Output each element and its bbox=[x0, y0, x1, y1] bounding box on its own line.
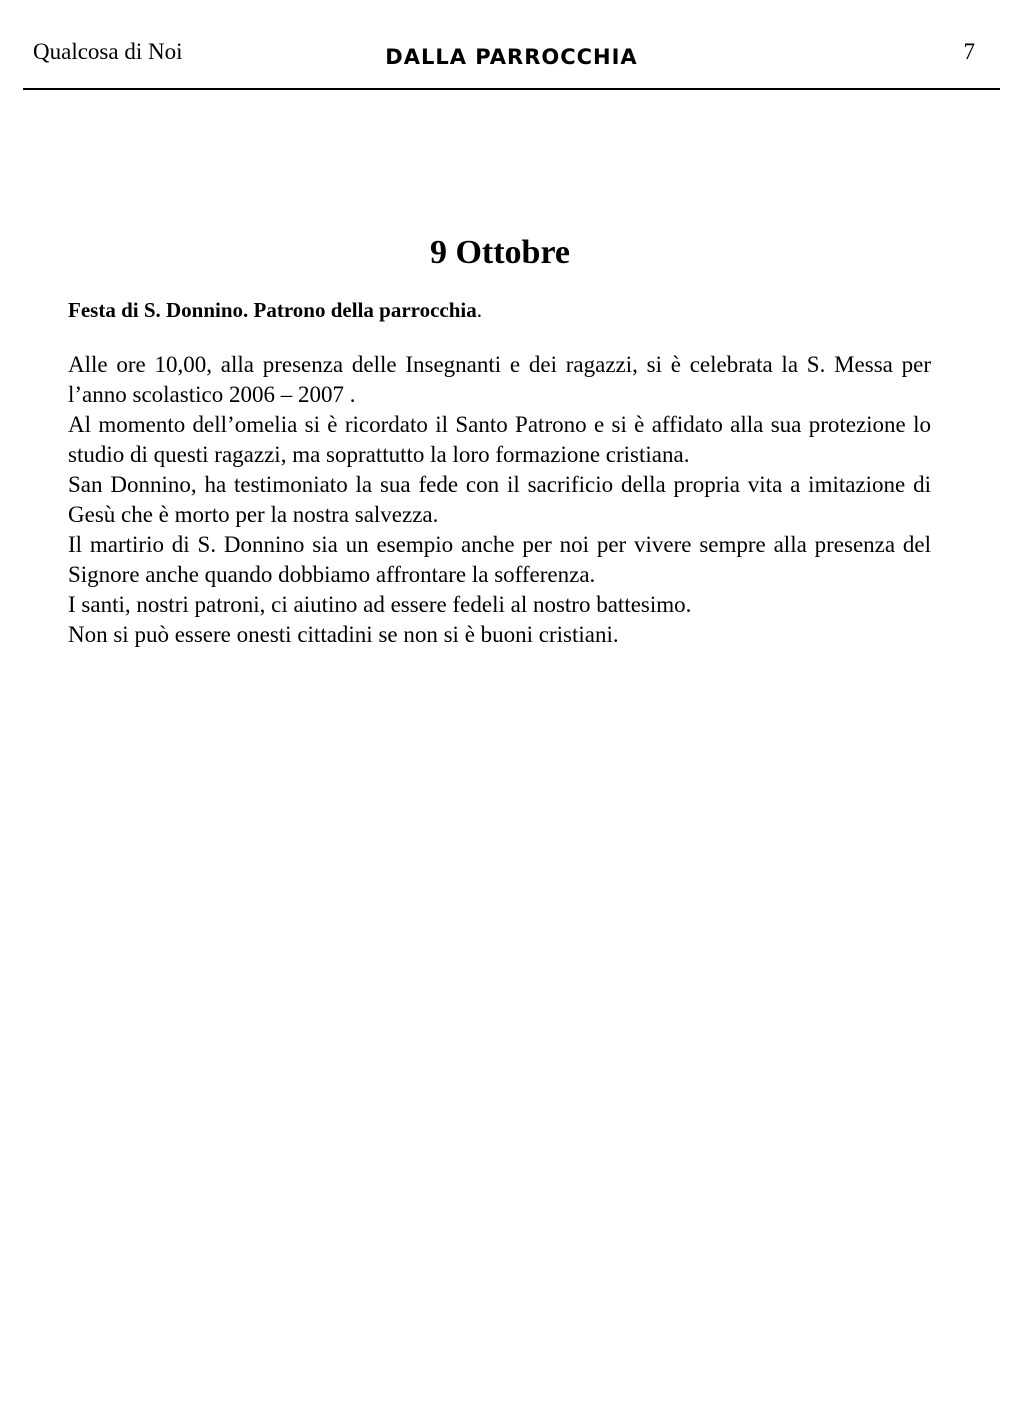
publication-name: Qualcosa di Noi bbox=[33, 39, 183, 64]
paragraph-martyrdom: Il martirio di S. Donnino sia un esempio anche per noi per vivere sempre alla presenza del Signore anche quando dobbiamo affrontare la sofferenza. bbox=[68, 532, 931, 587]
header-divider bbox=[23, 88, 1000, 90]
paragraph-saints: I santi, nostri patroni, ci aiutino ad essere fedeli al nostro battesimo. bbox=[68, 592, 692, 617]
subtitle-period: . bbox=[476, 298, 483, 322]
article-subtitle bbox=[68, 295, 482, 325]
page-number: 7 bbox=[963, 39, 975, 64]
paragraph-citizens: Non si può essere onesti cittadini se non si è buoni cristiani. bbox=[68, 622, 619, 647]
paragraph-san-donnino: San Donnino, ha testimoniato la sua fede con il sacrificio della propria vita a imitazione di Gesù che è morto per la nostra salvezza. bbox=[68, 472, 931, 527]
subtitle-bold-text: Festa di S. Donnino. Patrono della parrocchia bbox=[68, 298, 477, 322]
paragraph-mass: Alle ore 10,00, alla presenza delle Insegnanti e dei ragazzi, si è celebrata la S. Messa per l’anno scolastico 2006 – 2007 . bbox=[68, 352, 931, 407]
paragraph-homily: Al momento dell’omelia si è ricordato il Santo Patrono e si è affidato alla sua protezione lo studio di questi ragazzi, ma soprattutto la loro formazione cristiana. bbox=[68, 412, 931, 467]
article-body bbox=[68, 350, 931, 650]
article-title: 9 Ottobre bbox=[429, 234, 571, 271]
section-title: DALLA PARROCCHIA bbox=[385, 45, 638, 69]
